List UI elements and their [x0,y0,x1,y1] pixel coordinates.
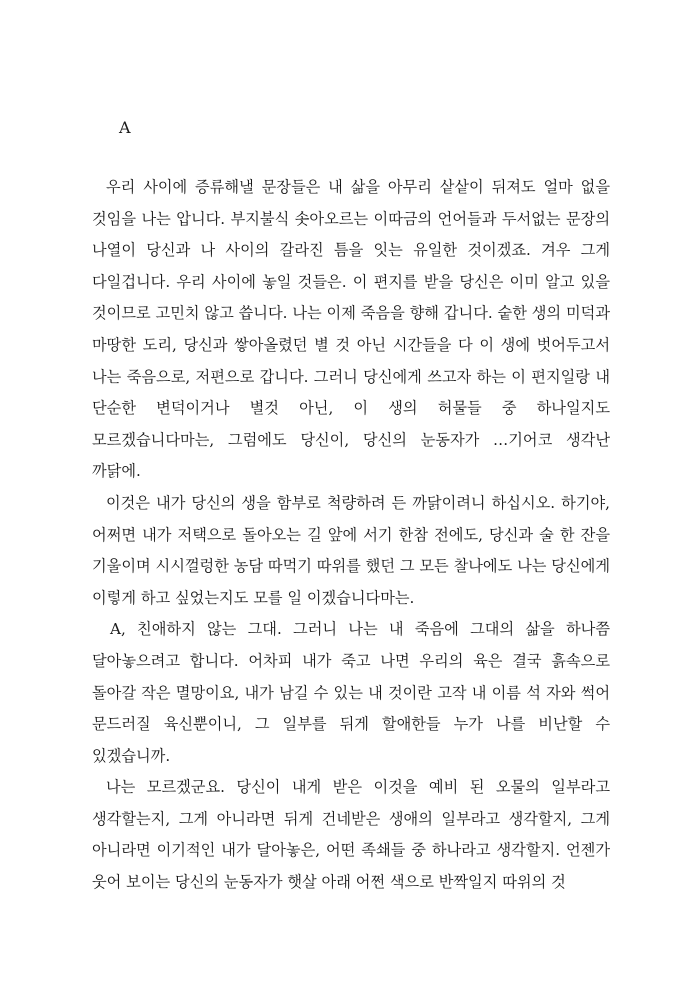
letter-paragraph: 이것은 내가 당신의 생을 함부로 척량하려 든 까닭이려니 하십시오. 하기야, 어쩌면 내가 저택으로 돌아오는 길 앞에 서기 한참 전에도, 당신과 술 한 잔을 기울이며 시시껄렁한 농담 따먹기 따위를 했던 그 모든 찰나에도 나는 당신에게 이렇게 하고 싶었는지도 모를 일 이겠습니다마는. [92,493,610,607]
letter-heading: A [119,118,131,137]
letter-paragraph: 나는 모르겠군요. 당신이 내게 받은 이것을 예비 된 오물의 일부라고 생각할는지, 그게 아니라면 뒤게 건네받은 생애의 일부라고 생각할지, 그게 아니라면 이기적인 내가 달아놓은, 어떤 족쇄들 중 하나라고 생각할지. 언젠가 웃어 보이는 당신의 눈동자가 햇살 아래 어쩐 색으로 반짝일지 따위의 것 [92,778,610,892]
letter-body [92,172,610,899]
letter-paragraph: 우리 사이에 증류해낼 문장들은 내 삶을 아무리 샅샅이 뒤져도 얼마 없을 것임을 나는 압니다. 부지불식 솟아오르는 이따금의 언어들과 두서없는 문장의 나열이 당신과 나 사이의 갈라진 틈을 잇는 유일한 것이겠죠. 겨우 그게 다일겁니다. 우리 사이에 놓일 것들은. 이 편지를 받을 당신은 이미 알고 있을 것이므로 고민치 않고 씁니다. 나는 이제 죽음을 향해 갑니다. 숱한 생의 미덕과 마땅한 도리, 당신과 쌓아올렸던 별 것 아닌 시간들을 다 이 생에 벗어두고서 나는 죽음으로, 저편으로 갑니다. 그러니 당신에게 쓰고자 하는 이 편지일랑 내 단순한 변덕이거나 별것 아닌, 이 생의 허물들 중 하나일지도 모르겠습니다마는, 그럼에도 당신이, 당신의 눈동자가 …기어코 생각난 까닭에. [92,178,610,481]
letter-paragraph: A, 친애하지 않는 그대. 그러니 나는 내 죽음에 그대의 삶을 하나쯤 달아놓으려고 합니다. 어차피 내가 죽고 나면 우리의 육은 결국 흙속으로 돌아갈 작은 멸망이요, 내가 남길 수 있는 내 것이란 고작 내 이름 석 자와 썩어 문드러질 육신뿐이니, 그 일부를 뒤게 할애한들 누가 나를 비난할 수 있겠습니까. [92,620,610,765]
